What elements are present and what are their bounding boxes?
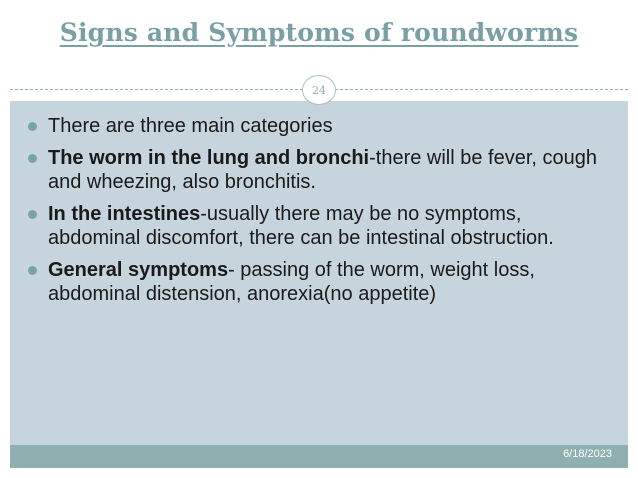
bullet-item	[28, 146, 608, 194]
slide-date: 6/18/2023	[563, 448, 612, 460]
bullet-item	[28, 114, 608, 138]
bullet-icon	[28, 154, 37, 163]
bullet-icon	[28, 266, 37, 275]
bullet-item	[28, 258, 608, 306]
bullet-text: There are three main categories	[48, 115, 333, 137]
slide-title: Signs and Symptoms of roundworms	[59, 18, 579, 47]
bullet-list	[28, 114, 608, 314]
footer-bar	[10, 445, 628, 468]
page-number: 24	[312, 83, 326, 97]
bullet-icon	[28, 210, 37, 219]
bullet-text: -usually there may be no symptoms, abdominal discomfort, there can be intestinal obstruction.	[48, 203, 554, 249]
bullet-item	[28, 202, 608, 250]
bullet-text: -there will be fever, cough and wheezing, also bronchitis.	[48, 147, 598, 193]
bullet-bold: The worm in the lung and bronchi	[48, 147, 370, 169]
bullet-icon	[28, 122, 37, 131]
bullet-bold: In the intestines	[48, 203, 201, 225]
bullet-text: - passing of the worm, weight loss, abdominal distension, anorexia(no appetite)	[48, 259, 535, 305]
bullet-bold: General symptoms	[48, 259, 229, 281]
page-number-badge	[302, 75, 336, 105]
